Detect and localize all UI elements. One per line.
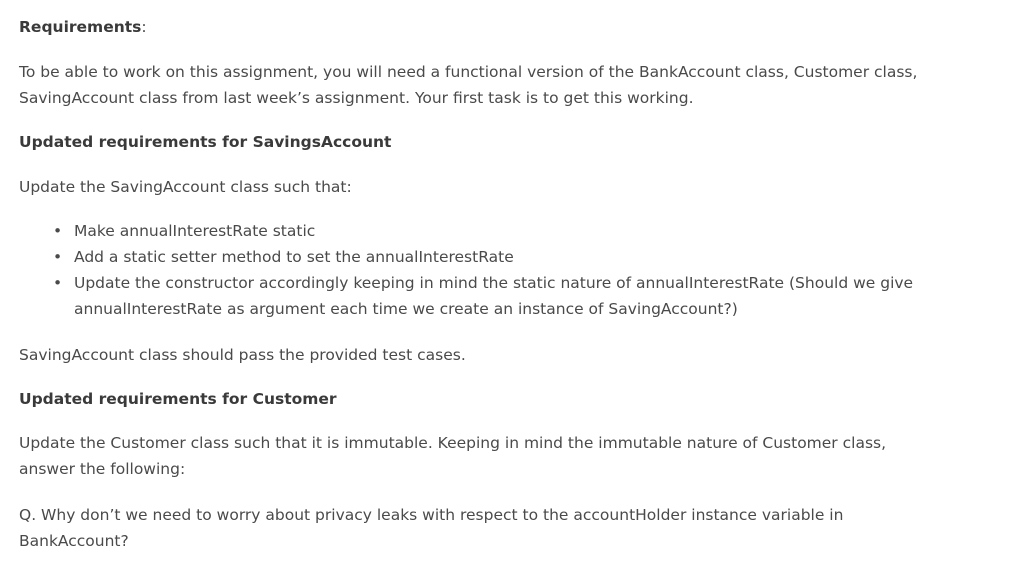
list-item bbox=[53, 270, 944, 322]
intro-paragraph: To be able to work on this assignment, you will need a functional version of the BankAccount class, Customer class, SavingAccount class from last week’s assignment. Your first task is to get this working. bbox=[19, 63, 918, 107]
requirements-heading-line bbox=[19, 14, 919, 40]
customer-heading: Updated requirements for Customer bbox=[19, 390, 337, 408]
bullet-icon: • bbox=[53, 274, 63, 292]
list-item bbox=[53, 244, 944, 270]
savings-heading: Updated requirements for SavingsAccount bbox=[19, 133, 392, 151]
list-item bbox=[53, 218, 944, 244]
requirements-colon: : bbox=[141, 18, 147, 36]
savings-requirements-list bbox=[53, 218, 944, 322]
question: Q. Why don’t we need to worry about privacy leaks with respect to the accountHolder instance variable in BankAccount? bbox=[19, 506, 844, 550]
list-item-text: Update the constructor accordingly keeping in mind the static nature of annualInterestRate (Should we give annualInterestRate as argument each time we create an instance of SavingAccount?) bbox=[74, 274, 914, 318]
bullet-icon: • bbox=[53, 222, 63, 240]
list-item-text: Make annualInterestRate static bbox=[74, 222, 316, 240]
list-item-text: Add a static setter method to set the annualInterestRate bbox=[74, 248, 514, 266]
requirements-heading: Requirements bbox=[19, 18, 142, 36]
bullet-icon: • bbox=[53, 248, 63, 266]
customer-paragraph: Update the Customer class such that it is immutable. Keeping in mind the immutable nature of Customer class, answer the following: bbox=[19, 434, 887, 478]
savings-tests: SavingAccount class should pass the provided test cases. bbox=[19, 346, 466, 364]
savings-intro: Update the SavingAccount class such that: bbox=[19, 178, 352, 196]
